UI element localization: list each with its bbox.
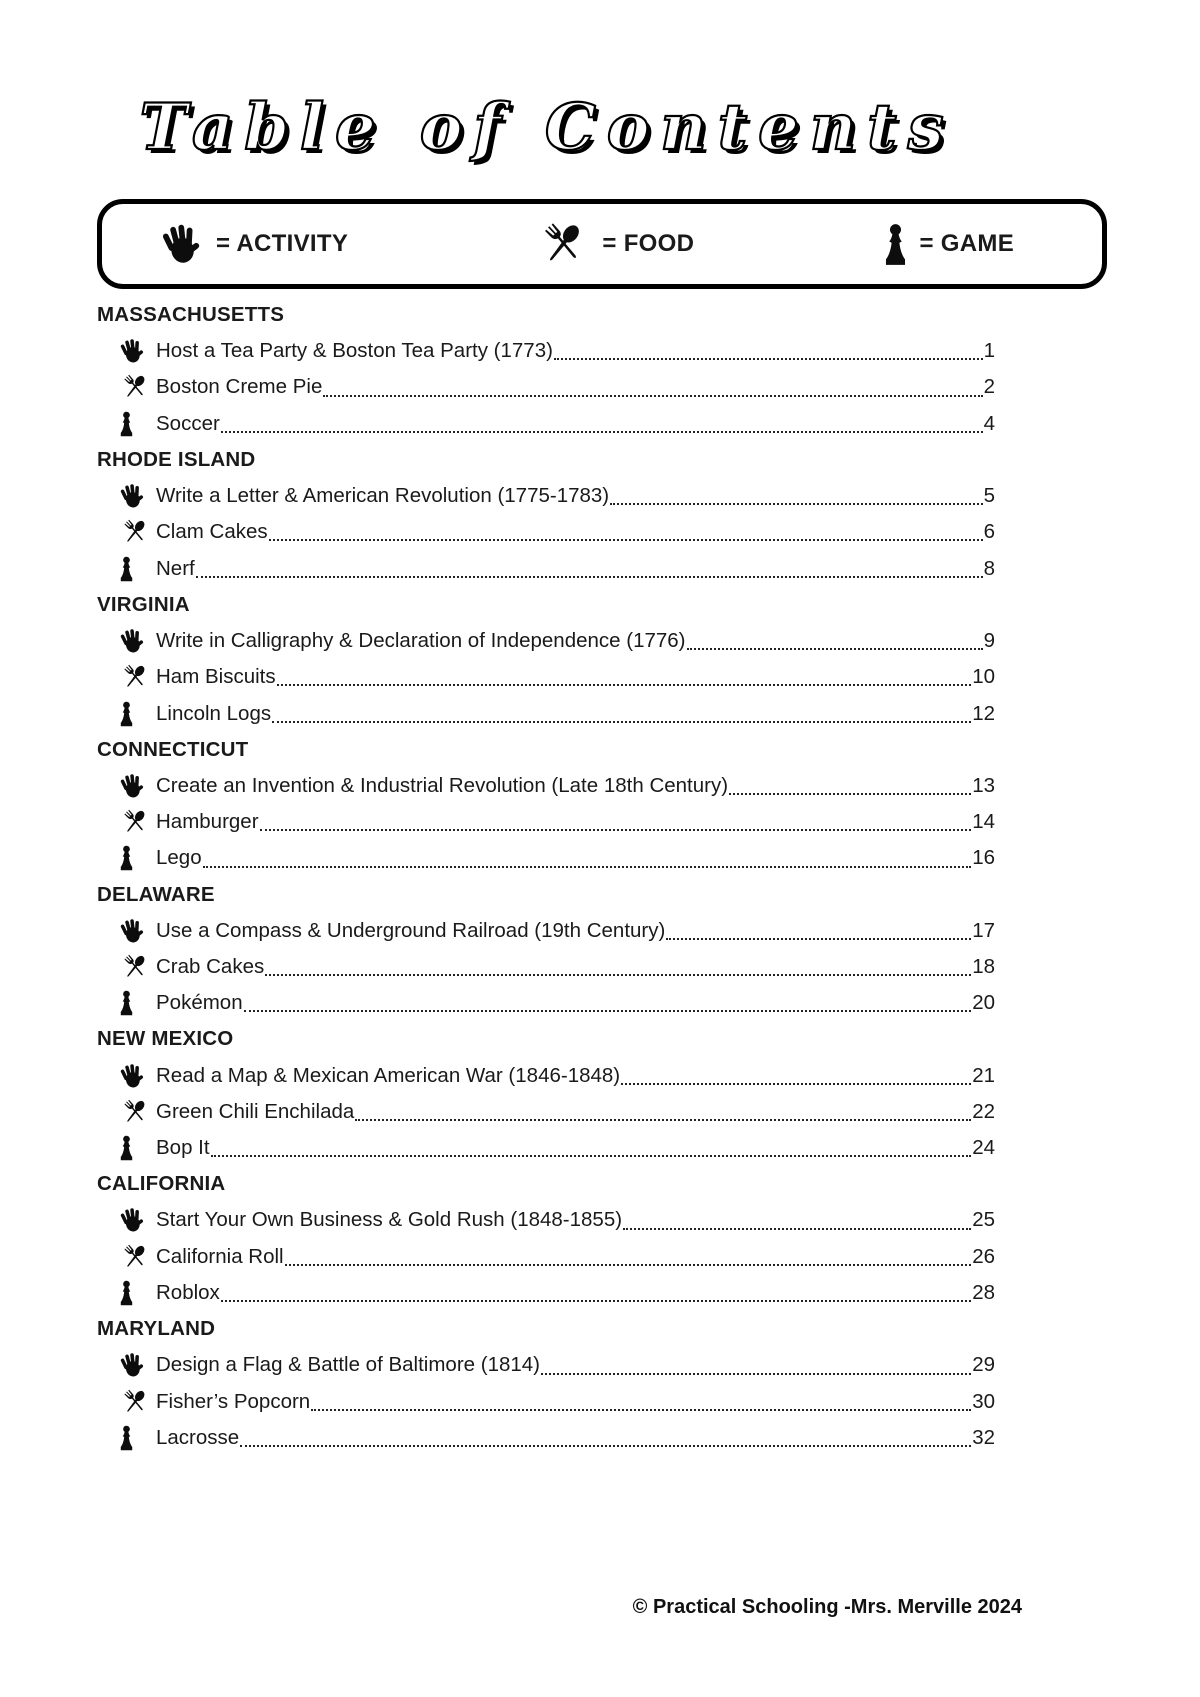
entry-title: Read a Map & Mexican American War (1846-1848) [156,1063,621,1087]
hand-icon [160,221,204,267]
section-heading: DELAWARE [97,882,215,906]
dot-leader [285,1264,972,1266]
entry-title: Use a Compass & Underground Railroad (19th Century) [156,918,666,942]
legend-label-food: = FOOD [602,230,695,257]
entry-title: Green Chili Enchilada [156,1099,355,1123]
entry-title: Nerf [156,556,195,580]
entry-page: 30 [972,1389,995,1413]
toc-entry [97,1130,995,1166]
section-heading: CALIFORNIA [97,1172,226,1196]
pawn-icon [119,1134,156,1162]
pawn-icon [119,989,156,1017]
entry-title: Clam Cakes [156,520,268,544]
toc-entry [97,406,995,442]
entry-title: Crab Cakes [156,955,265,978]
toc-entry [97,1275,995,1311]
toc-entry [97,1202,995,1238]
entry-page: 29 [972,1353,995,1377]
dot-leader [541,1373,971,1375]
dot-leader [666,938,971,940]
fork-and-spoon-icon [119,1241,156,1273]
pawn-icon [119,1424,156,1452]
entry-title: Soccer [156,411,220,435]
dot-leader [687,648,983,650]
fork-and-spoon-icon [119,371,156,403]
legend-item-food [536,217,694,271]
toc-entry [97,1094,995,1130]
section-heading: CONNECTICUT [97,737,249,761]
toc-section [97,732,995,877]
fork-and-spoon-icon [119,951,156,983]
entry-page: 20 [972,991,995,1015]
toc-entry [97,695,995,731]
toc-entry [97,985,995,1021]
legend-box [97,199,1107,289]
entry-page: 14 [972,810,995,834]
toc-section [97,442,995,587]
dot-leader [265,974,971,976]
entry-title: Fisher’s Popcorn [156,1389,311,1413]
toc-entry [97,913,995,949]
entry-page: 13 [972,773,995,797]
dot-leader [211,1155,972,1157]
dot-leader [221,1300,971,1302]
dot-leader [610,503,982,505]
entry-page: 12 [972,701,995,725]
entry-title: Ham Biscuits [156,665,276,689]
toc-entry [97,659,995,695]
entry-page: 26 [972,1244,995,1268]
toc-list [97,297,995,1456]
entry-title: Write in Calligraphy & Declaration of Independence (1776) [156,628,686,652]
page-title: Table of Contents [139,90,955,165]
fork-and-spoon-icon [119,1096,156,1128]
entry-page: 24 [972,1136,995,1160]
hand-icon [119,482,156,510]
entry-title: Write a Letter & American Revolution (1775-1783) [156,484,610,508]
dot-leader [621,1083,971,1085]
dot-leader [272,721,971,723]
toc-entry [97,1384,995,1420]
dot-leader [203,866,972,868]
hand-icon [119,1206,156,1234]
entry-page: 22 [972,1099,995,1123]
toc-entry [97,369,995,405]
section-heading: RHODE ISLAND [97,447,256,471]
entry-title: Create an Invention & Industrial Revolution (Late 18th Century) [156,773,729,797]
toc-entry [97,768,995,804]
entry-title: Roblox [156,1281,220,1305]
entry-page: 28 [972,1281,995,1305]
entry-page: 32 [972,1425,995,1449]
fork-and-spoon-icon [119,806,156,838]
dot-leader [240,1445,971,1447]
fork-and-spoon-icon [536,217,590,271]
pawn-icon [119,844,156,872]
toc-entry [97,623,995,659]
section-heading: MARYLAND [97,1317,216,1341]
toc-section [97,1166,995,1311]
dot-leader [355,1119,971,1121]
dot-leader [311,1409,971,1411]
pawn-icon [119,410,156,438]
entry-page: 8 [983,556,995,580]
toc-section [97,1021,995,1166]
entry-page: 10 [972,665,995,689]
pawn-icon [119,1279,156,1307]
toc-entry [97,804,995,840]
hand-icon [119,627,156,655]
toc-section [97,297,995,442]
hand-icon [119,772,156,800]
entry-page: 25 [972,1208,995,1232]
section-heading: MASSACHUSETTS [97,303,285,326]
toc-entry [97,550,995,586]
entry-title: Lego [156,846,202,870]
entry-page: 18 [972,955,995,978]
entry-title: Hamburger [156,810,259,834]
entry-page: 21 [972,1063,995,1087]
entry-page: 4 [983,411,995,435]
fork-and-spoon-icon [119,1386,156,1418]
hand-icon [119,917,156,945]
dot-leader [196,576,983,578]
fork-and-spoon-icon [119,516,156,548]
entry-page: 17 [972,918,995,942]
toc-section [97,877,995,1022]
entry-page: 1 [983,339,995,363]
toc-entry [97,333,995,369]
dot-leader [554,358,983,360]
toc-entry [97,949,995,985]
dot-leader [277,684,972,686]
entry-title: Start Your Own Business & Gold Rush (1848-1855) [156,1208,623,1232]
legend-label-activity: = ACTIVITY [216,230,349,257]
entry-title: Design a Flag & Battle of Baltimore (1814) [156,1353,540,1377]
hand-icon [119,337,156,365]
dot-leader [623,1228,971,1230]
dot-leader [221,431,983,433]
entry-page: 5 [983,484,995,508]
entry-page: 6 [983,520,995,544]
toc-entry [97,478,995,514]
toc-entry [97,514,995,550]
pawn-icon [883,221,908,268]
dot-leader [323,395,982,397]
section-heading: VIRGINIA [97,592,190,616]
toc-entry [97,1420,995,1456]
entry-title: Boston Creme Pie [156,375,323,399]
toc-entry [97,840,995,876]
dot-leader [260,829,972,831]
toc-entry [97,1239,995,1275]
hand-icon [119,1062,156,1090]
footer-credit: © Practical Schooling -Mrs. Merville 2024 [632,1596,1022,1618]
dot-leader [269,539,983,541]
pawn-icon [119,555,156,583]
entry-title: Lincoln Logs [156,701,272,725]
entry-title: Pokémon [156,991,243,1015]
legend-item-game [883,221,1014,268]
toc-section [97,587,995,732]
entry-title: Host a Tea Party & Boston Tea Party (1773) [156,339,553,363]
toc-section [97,1311,995,1456]
entry-page: 16 [972,846,995,870]
pawn-icon [119,700,156,728]
entry-page: 9 [983,628,995,652]
entry-title: Bop It [156,1136,210,1160]
entry-page: 2 [983,375,995,399]
toc-entry [97,1347,995,1383]
hand-icon [119,1351,156,1379]
toc-entry [97,1057,995,1093]
entry-title: Lacrosse [156,1425,240,1449]
dot-leader [729,793,971,795]
legend-item-activity [160,221,348,267]
dot-leader [244,1010,972,1012]
fork-and-spoon-icon [119,661,156,693]
entry-title: California Roll [156,1244,284,1268]
section-heading: NEW MEXICO [97,1027,234,1051]
legend-label-game: = GAME [919,230,1014,257]
